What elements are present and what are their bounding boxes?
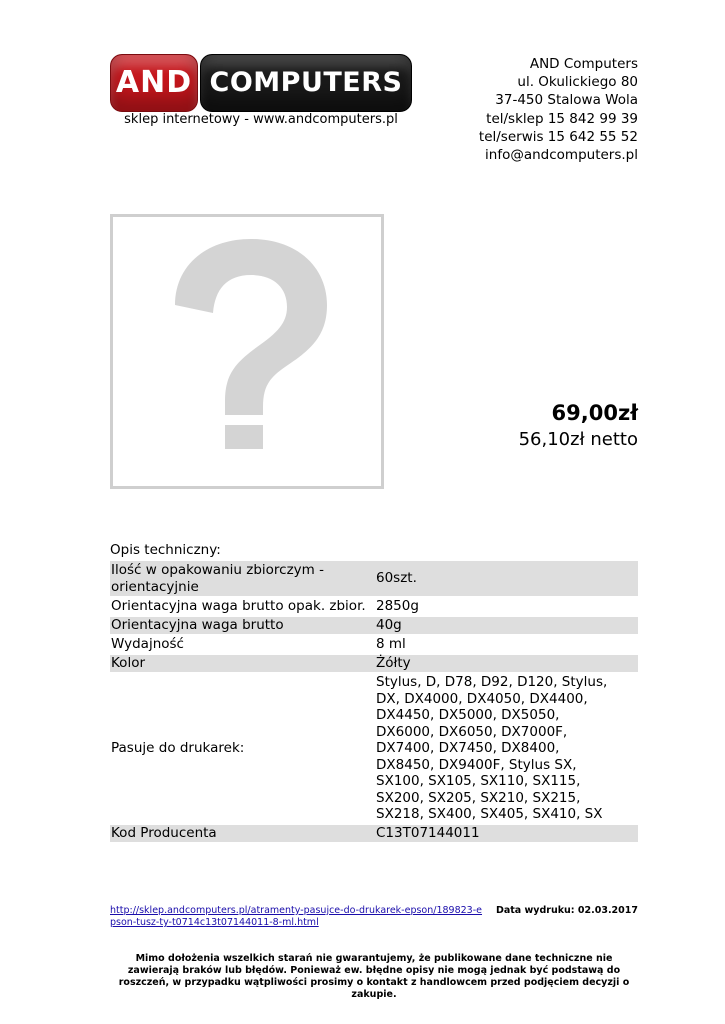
technical-spec — [110, 540, 638, 842]
table-row — [110, 825, 638, 842]
spec-label: Kod Producenta — [110, 825, 375, 842]
price-gross: 69,00zł — [551, 401, 638, 425]
company-phone-shop: tel/sklep 15 842 99 39 — [486, 110, 638, 127]
table-row — [110, 561, 638, 596]
spec-label: Wydajność — [111, 636, 184, 653]
store-logo — [110, 54, 412, 112]
question-mark-placeholder-icon — [113, 217, 381, 486]
spec-value: Stylus, D, D78, D92, D120, Stylus, DX, DX4000, DX4050, DX4400, DX4450, DX5000, DX5050, DX6000, DX6050, DX7000F, DX7400, DX7450, DX8400, DX8450, DX9400F, Stylus SX, SX100, SX105, SX110, SX115, SX200, SX205, SX210, SX215, SX218, SX400, SX405, SX410, SX — [376, 674, 608, 822]
spec-value: 40g — [375, 617, 638, 634]
spec-value: 8 ml — [376, 636, 406, 653]
company-contact-block — [479, 55, 638, 164]
spec-value: C13T07144011 — [375, 825, 638, 842]
table-row — [110, 617, 638, 634]
spec-table — [110, 561, 638, 842]
table-row — [110, 598, 638, 615]
spec-label: Orientacyjna waga brutto opak. zbior. — [111, 598, 366, 615]
product-url-link[interactable]: http://sklep.andcomputers.pl/atramenty-pasujce-do-drukarek-epson/189823-epson-tusz-ty-t0714c13t07144011-8-ml.html — [110, 905, 483, 928]
spec-label: Kolor — [110, 655, 375, 672]
spec-value: 60szt. — [375, 561, 638, 596]
company-city: 37-450 Stalowa Wola — [495, 92, 638, 109]
spec-label: Pasuje do drukarek: — [111, 740, 245, 756]
company-street: ul. Okulickiego 80 — [517, 74, 638, 91]
spec-value: 2850g — [376, 598, 419, 615]
table-row — [110, 636, 638, 653]
legal-disclaimer: Mimo dołożenia wszelkich starań nie gwarantujemy, że publikowane dane techniczne nie zawierają braków lub błędów. Ponieważ ew. błędne opisy nie mogą jednak być podstawą do roszczeń, w przypadku wątpliwości prosimy o kontakt z handlowcem przed podjęciem decyzji o zakupie. — [118, 953, 630, 1000]
spec-heading: Opis techniczny: — [110, 542, 221, 558]
company-name: AND Computers — [529, 56, 638, 72]
logo-and-badge: AND — [110, 54, 198, 112]
print-date: Data wydruku: 02.03.2017 — [495, 905, 638, 916]
company-phone-service: tel/serwis 15 642 55 52 — [478, 128, 638, 145]
table-row — [110, 655, 638, 672]
spec-label: Ilość w opakowaniu zbiorczym - orientacyjnie — [110, 561, 375, 596]
store-tagline: sklep internetowy - www.andcomputers.pl — [124, 112, 398, 127]
price-net: 56,10zł netto — [518, 429, 638, 450]
spec-value: Żółty — [375, 655, 638, 672]
table-row — [110, 674, 638, 823]
logo-computers-badge: COMPUTERS — [200, 54, 412, 112]
price-block — [519, 400, 638, 454]
product-image-placeholder — [110, 214, 384, 489]
company-email: info@andcomputers.pl — [485, 147, 638, 164]
spec-label: Orientacyjna waga brutto — [110, 617, 375, 634]
